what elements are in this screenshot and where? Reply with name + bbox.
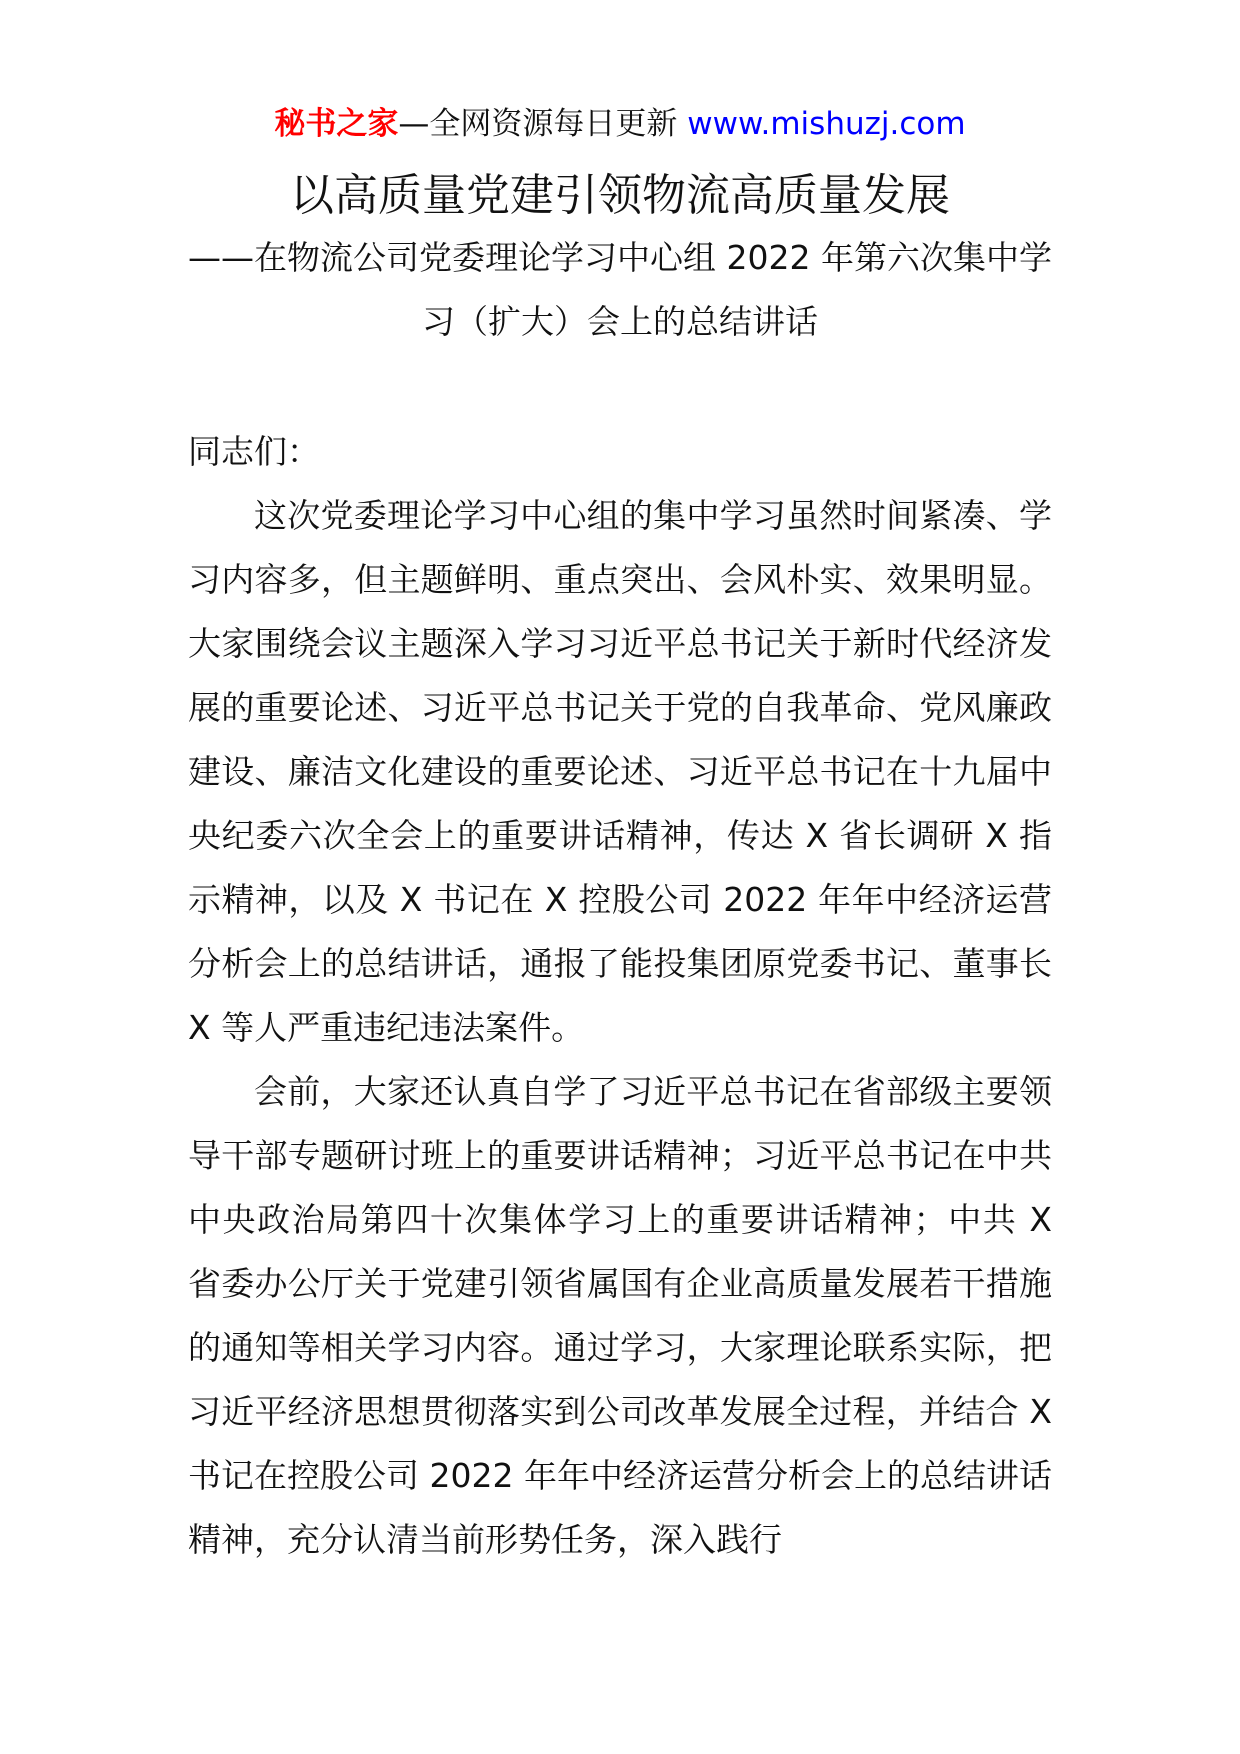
site-url-link[interactable]: www.mishuzj.com [687, 106, 966, 142]
body-paragraph: 这次党委理论学习中心组的集中学习虽然时间紧凑、学习内容多，但主题鲜明、重点突出、会风朴实、效果明显。大家围绕会议主题深入学习习近平总书记关于新时代经济发展的重要论述、习近平总书记关于党的自我革命、党风廉政建设、廉洁文化建设的重要论述、习近平总书记在十九届中央纪委六次全会上的重要讲话精神，传达 X 省长调研 X 指示精神，以及 X 书记在 X 控股公司 2022 年年中经济运营分析会上的总结讲话，通报了能投集团原党委书记、董事长 X 等人严重违纪违法案件。 [188, 496, 1052, 1047]
body-paragraph: 会前，大家还认真自学了习近平总书记在省部级主要领导干部专题研讨班上的重要讲话精神；习近平总书记在中共中央政治局第四十次集体学习上的重要讲话精神；中共 X 省委办公厅关于党建引领省属国有企业高质量发展若干措施的通知等相关学习内容。通过学习，大家理论联系实际，把习近平经济思想贯彻落实到公司改革发展全过程，并结合 X 书记在控股公司 2022 年年中经济运营分析会上的总结讲话精神，充分认清当前形势任务，深入践行 [188, 1072, 1052, 1559]
site-header [0, 102, 1240, 146]
site-tagline: —全网资源每日更新 [398, 106, 688, 142]
document-body [188, 420, 1052, 1572]
document-subtitle: ——在物流公司党委理论学习中心组 2022 年第六次集中学习（扩大）会上的总结讲话 [188, 238, 1052, 341]
document-title: 以高质量党建引领物流高质量发展 [290, 170, 950, 221]
salutation: 同志们： [188, 432, 320, 471]
site-brand: 秘书之家 [274, 106, 399, 142]
